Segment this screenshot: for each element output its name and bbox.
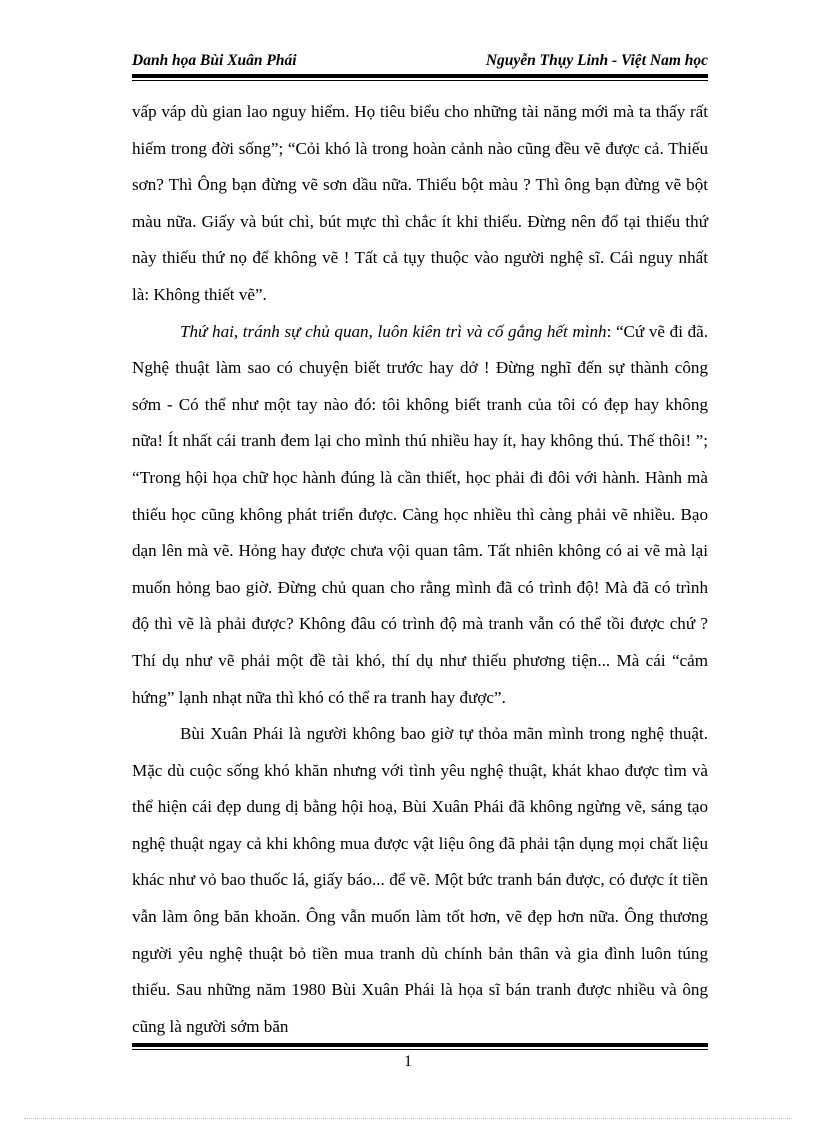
paragraph-2-lead: Thứ hai, tránh sự chủ quan, luôn kiên trì và cố gắng hết mình (180, 321, 607, 341)
paragraph-2 (132, 314, 708, 717)
page-number: 1 (404, 1053, 412, 1070)
footer-rule-thin (132, 1049, 708, 1050)
header-title: Danh họa Bùi Xuân Phái (132, 52, 297, 69)
paragraph-1 (132, 94, 708, 314)
header-author: Nguyễn Thụy Linh - Việt Nam học (485, 52, 708, 69)
paragraph-3 (132, 716, 708, 1045)
paragraph-1-text: vấp váp dù gian lao nguy hiểm. Họ tiêu biểu cho những tài năng mới mà ta thấy rất hiếm trong đời sống”; “Cỏi khó là trong hoàn cảnh nào cũng đều vẽ được cả. Thiếu sơn? Thì Ông bạn đừng vẽ sơn dầu nữa. Thiếu bột màu ? Thì ông bạn đừng vẽ bột màu nữa. Giấy và bút chì, bút mực thì chắc ít khi thiếu. Đừng nên đổ tại thiếu thứ này thiếu thứ nọ để không vẽ ! Tất cả tụy thuộc vào người nghệ sĩ. Cái nguy nhất là: Không thiết vẽ”. (132, 102, 708, 304)
page-edge-guide (24, 1118, 792, 1119)
paragraph-3-text: Bùi Xuân Phái là người không bao giờ tự thỏa mãn mình trong nghệ thuật. Mặc dù cuộc sống khó khăn nhưng với tình yêu nghệ thuật, khát khao được tìm và thể hiện cái đẹp dung dị bằng hội hoạ, Bùi Xuân Phái đã không ngừng vẽ, sáng tạo nghệ thuật ngay cả khi không mua được vật liệu ông đã phải tận dụng mọi chất liệu khác như vỏ bao thuốc lá, giấy báo... để vẽ. Một bức tranh bán được, có được ít tiền vẫn làm ông băn khoăn. Ông vẫn muốn làm tốt hơn, vẽ đẹp hơn nữa. Ông thương người yêu nghệ thuật bỏ tiền mua tranh dù chính bản thân và gia đình luôn túng thiếu. Sau những năm 1980 Bùi Xuân Phái là họa sĩ bán tranh được nhiều và ông cũng là người sớm băn (132, 724, 708, 1036)
page-header (132, 52, 708, 74)
header-rule (132, 74, 708, 78)
paragraph-2-text: : “Cứ vẽ đi đã. Nghệ thuật làm sao có chuyện biết trước hay dở ! Đừng nghĩ đến sự thành công sớm - Có thể như một tay nào đó: tôi không biết tranh của tôi có đẹp hay không nữa! Ít nhất cái tranh đem lại cho mình thú nhiều hay ít, hay không thú. Thế thôi! ”; “Trong hội họa chữ học hành đúng là cần thiết, học phải đi đôi với hành. Hành mà thiếu học cũng không phát triển được. Càng học nhiều thì càng phải vẽ nhiều. Bạo dạn lên mà vẽ. Hỏng hay được chưa vội quan tâm. Tất nhiên không có ai vẽ mà lại muốn hỏng bao giờ. Đừng chủ quan cho rằng mình đã có trình độ! Mà đã có trình độ thì vẽ là phải được? Không đâu có trình độ mà tranh vẫn có thể tồi được chứ ? Thí dụ như vẽ phải một đề tài khó, thí dụ như thiếu phương tiện... Mà cái “cảm hứng” lạnh nhạt nữa thì khó có thể ra tranh hay được”. (132, 321, 708, 707)
header-rule-thin (132, 80, 708, 81)
document-body (132, 94, 708, 1045)
footer-rule (132, 1043, 708, 1047)
